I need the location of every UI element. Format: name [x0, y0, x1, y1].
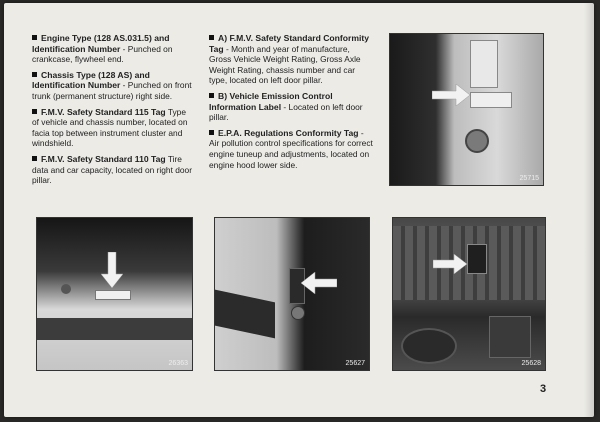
emission-label-entry: B) Vehicle Emission Control Information Label - Located on left door pillar. [209, 90, 363, 123]
photo-right-door-pillar [214, 217, 370, 371]
engine-type-entry: Engine Type (128 AS.031.5) and Identification Number - Punched on crankcase, flywheel end. [32, 33, 173, 65]
door-striker-shape [465, 129, 489, 153]
conformity-tag-shape [470, 40, 498, 88]
page-number: 3 [540, 383, 547, 395]
epa-tag-entry: E.P.A. Regulations Conformity Tag - Air pollution control specifications for correct engine tuneup and adjustments, located on engine hood lower side. [209, 127, 373, 170]
arrow-down-icon [101, 252, 123, 288]
door-trim-shape [215, 290, 275, 339]
arrow-left-icon [301, 272, 337, 294]
page-edge-shadow [584, 3, 594, 417]
fmvss-115-tag-shape [95, 290, 131, 300]
arrow-right-icon [432, 84, 470, 106]
photo-facia-top [36, 217, 193, 371]
right-text-column [209, 33, 373, 175]
bolt-shape [61, 284, 71, 294]
defroster-grille-shape [37, 318, 192, 340]
emission-label-shape [470, 92, 512, 108]
left-text-column [32, 33, 192, 191]
photo-number: 26363 [168, 360, 188, 367]
arrow-right-icon [433, 254, 467, 274]
photo-number: 25627 [345, 360, 365, 367]
air-filter-shape [401, 328, 457, 364]
engine-block-shape [489, 316, 531, 358]
fmvss-115-entry: F.M.V. Safety Standard 115 Tag Type of vehicle and chassis number, located on facia top between instrument cluster and windshield. [32, 106, 188, 149]
chassis-type-entry: Chassis Type (128 AS) and Identification Number - Punched on front trunk (permanent structure) right side. [32, 69, 192, 101]
epa-tag-shape [467, 244, 487, 274]
manual-page [4, 3, 594, 417]
photo-engine-hood [392, 217, 546, 371]
fmvss-110-entry: F.M.V. Safety Standard 110 Tag Tire data and car capacity, located on right door pillar. [32, 153, 192, 186]
door-check-shape [291, 306, 305, 320]
photo-door-pillar [389, 33, 544, 186]
conformity-tag-entry: A) F.M.V. Safety Standard Conformity Tag - Month and year of manufacture, Gross Vehicle Weight Rating, Gross Axle Weight Rating, chassis number and car type, located on left door pillar. [209, 33, 370, 86]
photo-number: 25628 [521, 360, 541, 367]
photo-number: 25715 [519, 175, 539, 182]
